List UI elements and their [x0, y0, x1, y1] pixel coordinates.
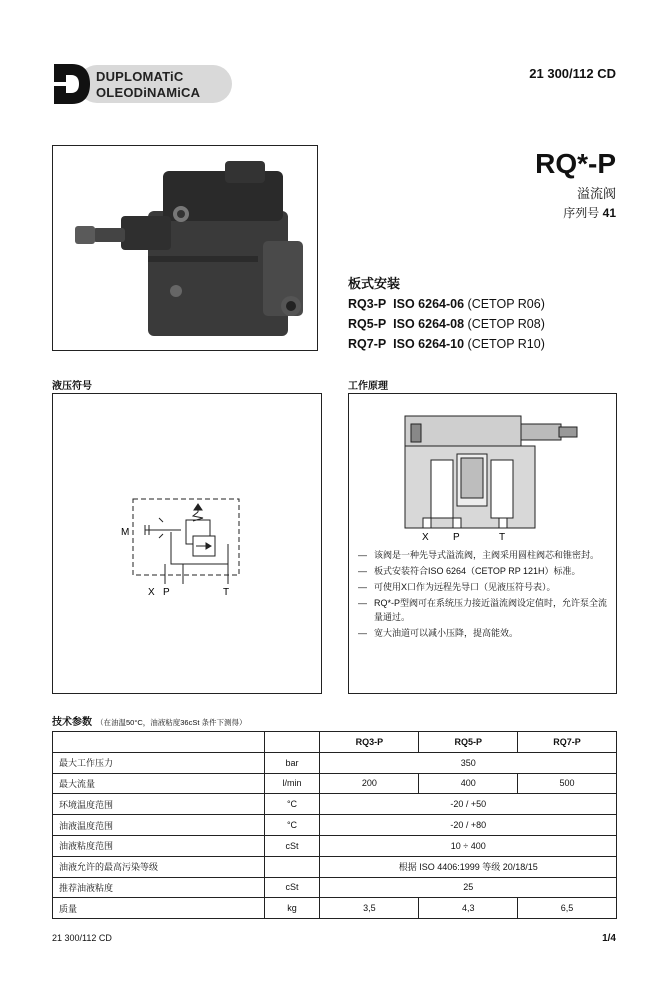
row-value: 400 [419, 773, 518, 794]
row-value: 500 [518, 773, 617, 794]
note-item: — 可使用X口作为远程先导口（见液压符号表）。 [358, 580, 610, 594]
header-empty [264, 732, 320, 753]
port-x-label: X [148, 587, 155, 598]
series-label: 序列号 [563, 206, 600, 220]
table-row [53, 835, 617, 856]
row-label: 油液温度范围 [53, 815, 265, 836]
column-header: RQ3-P [320, 732, 419, 753]
mounting-line [348, 337, 545, 351]
row-label: 最大工作压力 [53, 752, 265, 773]
row-unit: °C [264, 815, 320, 836]
port-p-label: P [163, 587, 170, 598]
footer-code: 21 300/112 CD [52, 933, 112, 943]
mounting-iso: ISO 6264-10 [393, 337, 465, 351]
row-unit: °C [264, 794, 320, 815]
table-header-row [53, 732, 617, 753]
row-value: 3,5 [320, 898, 419, 919]
row-label: 油液允许的最高污染等级 [53, 856, 265, 877]
row-label: 油液粘度范围 [53, 835, 265, 856]
port-m-label: M [121, 527, 130, 538]
valve-cross-section [349, 394, 616, 544]
row-label: 环境温度范围 [53, 794, 265, 815]
product-subtitle: 溢流阀 [576, 186, 616, 201]
product-photo [52, 145, 318, 351]
valve-photo-illustration [53, 146, 318, 351]
logo-d-mark [52, 62, 92, 106]
note-item: — 该阀是一种先导式溢流阀，主阀采用圆柱阀芯和锥密封。 [358, 548, 610, 562]
row-unit: bar [264, 752, 320, 773]
row-value: 10 ÷ 400 [320, 835, 617, 856]
symbol-section-label: 液压符号 [52, 381, 92, 392]
page-number: 1/4 [602, 933, 616, 944]
principle-port-p: P [453, 532, 460, 543]
table-row [53, 815, 617, 836]
principle-port-x: X [422, 532, 429, 543]
note-item: — 板式安装符合ISO 6264（CETOP RP 121H）标准。 [358, 564, 610, 578]
row-value: 200 [320, 773, 419, 794]
row-label: 质量 [53, 898, 265, 919]
mounting-line [348, 317, 545, 331]
mounting-iso: ISO 6264-08 [393, 317, 465, 331]
mounting-cetop: (CETOP R06) [467, 297, 545, 311]
row-value: 350 [320, 752, 617, 773]
product-title: RQ*-P [535, 148, 616, 179]
row-unit: cSt [264, 835, 320, 856]
document-code: 21 300/112 CD [529, 66, 616, 81]
table-row [53, 898, 617, 919]
specs-title-text: 技术参数 [52, 717, 92, 728]
mounting-model: RQ7-P [348, 337, 387, 351]
table-row [53, 877, 617, 898]
row-label: 最大流量 [53, 773, 265, 794]
row-value: 4,3 [419, 898, 518, 919]
series-number [563, 204, 616, 221]
principle-notes [358, 548, 610, 642]
row-unit: l/min [264, 773, 320, 794]
row-value: 根据 ISO 4406:1999 等级 20/18/15 [320, 856, 617, 877]
hydraulic-symbol-diagram [53, 394, 321, 693]
mounting-line [348, 297, 545, 311]
mounting-model: RQ3-P [348, 297, 387, 311]
row-value: 25 [320, 877, 617, 898]
mounting-cetop: (CETOP R08) [467, 317, 545, 331]
note-item: — 宽大油道可以减小压降，提高能效。 [358, 626, 610, 640]
specs-conditions: （在油温50°C，油液粘度36cSt 条件下测得） [96, 718, 247, 727]
note-item: — RQ*-P型阀可在系统压力接近溢流阀设定值时，允许泵全流量通过。 [358, 596, 610, 624]
table-row [53, 773, 617, 794]
row-unit [264, 856, 320, 877]
brand-line2: OLEODiNAMiCA [96, 85, 201, 100]
mounting-iso: ISO 6264-06 [393, 297, 465, 311]
series-value: 41 [602, 206, 616, 220]
row-value: -20 / +80 [320, 815, 617, 836]
header-empty [53, 732, 265, 753]
row-label: 推荐油液粘度 [53, 877, 265, 898]
hydraulic-symbol-box [52, 393, 322, 694]
brand-line1: DUPLOMATiC [96, 69, 184, 84]
row-unit: cSt [264, 877, 320, 898]
column-header: RQ7-P [518, 732, 617, 753]
mounting-heading: 板式安装 [348, 276, 401, 291]
table-row [53, 856, 617, 877]
principle-section-label: 工作原理 [348, 381, 388, 392]
specs-table [52, 731, 617, 919]
mounting-cetop: (CETOP R10) [467, 337, 545, 351]
row-value: 6,5 [518, 898, 617, 919]
mounting-model: RQ5-P [348, 317, 387, 331]
specs-title [52, 713, 247, 728]
principle-box [348, 393, 617, 694]
row-unit: kg [264, 898, 320, 919]
principle-port-t: T [499, 532, 506, 543]
row-value: -20 / +50 [320, 794, 617, 815]
table-row [53, 794, 617, 815]
table-row [53, 752, 617, 773]
brand-logo [52, 62, 234, 106]
port-t-label: T [223, 587, 230, 598]
column-header: RQ5-P [419, 732, 518, 753]
